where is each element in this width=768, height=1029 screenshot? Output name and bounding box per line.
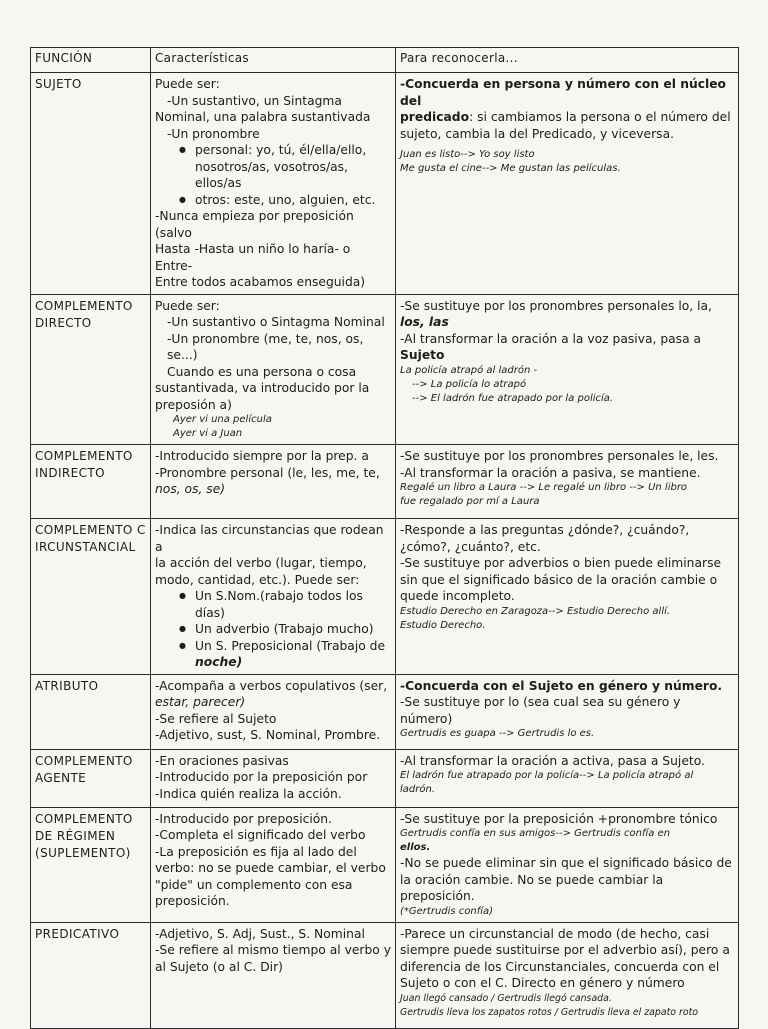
table-row — [31, 73, 739, 295]
example-line: Juan es listo--> Yo soy listo — [400, 149, 535, 160]
text-line: -Introducido por la preposición por — [155, 770, 368, 784]
text-line: estar, parecer) — [155, 695, 246, 709]
table-header-row — [31, 48, 739, 73]
table-row — [31, 807, 739, 922]
characteristics-cell — [151, 294, 396, 445]
text-line: -Se sustituye por adverbios o bien puede eliminarse — [400, 556, 722, 570]
text-line: -Un pronombre (me, te, nos, os, se...) — [167, 331, 364, 362]
bullet-item: ● otros: este, uno, alguien, etc. — [175, 192, 391, 209]
syntax-functions-table — [30, 47, 739, 1029]
example-line: ellos. — [400, 842, 431, 853]
text-line: Entre todos acabamos enseguida) — [155, 275, 366, 289]
example-line: Gertrudis lleva los zapatos rotos / Gertrudis lleva el zapato roto — [400, 1006, 699, 1018]
table-row — [31, 922, 739, 1028]
text-line: Puede ser: — [155, 77, 220, 91]
text-line: predicado: si cambiamos la persona o el número del — [400, 110, 731, 124]
function-name: COMPLEMENTO CIRCUNSTANCIAL — [31, 519, 151, 675]
function-name: COMPLEMENTO DE RÉGIMEN (SUPLEMENTO) — [31, 807, 151, 922]
function-name: SUJETO — [31, 73, 151, 295]
text-line: -Indica las circunstancias que rodean a — [155, 523, 384, 554]
text-line: -Se sustituye por los pronombres personales lo, la, — [400, 298, 712, 313]
recognition-cell — [396, 674, 739, 749]
recognition-cell — [396, 807, 739, 922]
example-line: ladrón. — [400, 784, 435, 795]
text-line: -Parece un circunstancial de modo (de hecho, casi — [400, 926, 710, 941]
text-line: "pide" un complemento con esa — [155, 877, 353, 892]
function-name: ATRIBUTO — [31, 674, 151, 749]
characteristics-cell — [151, 922, 396, 1028]
recognition-cell — [396, 445, 739, 519]
header-reconocerla: Para reconocerla... — [396, 48, 739, 73]
text-line: -Indica quién realiza la acción. — [155, 786, 342, 801]
text-line: -Introducido siempre por la prep. a — [155, 449, 369, 463]
text-line: -Acompaña a verbos copulativos (ser, — [155, 678, 388, 693]
text-line: -Completa el significado del verbo — [155, 828, 366, 842]
text-line: al Sujeto (o al C. Dir) — [155, 959, 283, 974]
example-line: Gertrudis confía en sus amigos--> Gertrudis confía en — [400, 828, 671, 839]
example-line: Juan llegó cansado / Gertrudis llegó cansada. — [400, 992, 612, 1004]
text-line: -Se sustituye por la preposición +pronombre tónico — [400, 811, 718, 826]
bullet-item: ● Un S.Nom.(rabajo todos los días) — [175, 588, 391, 621]
text-line: -Se refiere al Sujeto — [155, 711, 277, 726]
header-funcion: FUNCIÓN — [31, 48, 151, 73]
characteristics-cell — [151, 519, 396, 675]
text-line: la oración cambie. No se puede cambiar la preposición. — [400, 872, 664, 903]
example-line: Me gusta el cine--> Me gustan las películas. — [400, 163, 621, 174]
text-line: sujeto, cambia la del Predicado, y viceversa. — [400, 126, 675, 141]
example-line: Estudio Derecho. — [400, 619, 486, 631]
text-line: -Se sustituye por los pronombres personales le, les. — [400, 449, 719, 463]
text-line: -Adjetivo, sust, S. Nominal, Prombre. — [155, 728, 381, 742]
example-line: Ayer vi a Juan — [173, 428, 243, 439]
text-line: -Introducido por preposición. — [155, 811, 333, 826]
text-line: -Un pronombre — [167, 126, 260, 141]
text-line: -Al transformar la oración a la voz pasiva, pasa a — [400, 331, 702, 346]
text-line: -Se sustituye por lo (sea cual sea su género y número) — [400, 695, 681, 726]
text-line: (*Gertrudis confía) — [400, 905, 494, 917]
recognition-cell — [396, 922, 739, 1028]
example-line: El ladrón fue atrapado por la policía--> La policía atrapó al — [400, 770, 694, 781]
characteristics-cell — [151, 807, 396, 922]
bullet-item: ● Un adverbio (Trabajo mucho) — [175, 621, 391, 638]
text-line: verbo: no se puede cambiar, el verbo — [155, 861, 386, 875]
example-line: fue regalado por mí a Laura — [400, 496, 540, 507]
characteristics-cell — [151, 749, 396, 807]
text-line: Hasta -Hasta un niño lo haría- o Entre- — [155, 242, 351, 273]
table-row — [31, 519, 739, 675]
text-line: -Un sustantivo o Sintagma Nominal — [167, 315, 385, 329]
text-line: sin que el significado básico de la oración cambie o — [400, 572, 718, 587]
example-line: Gertrudis es guapa --> Gertrudis lo es. — [400, 728, 595, 739]
bullet-item: ● Un S. Preposicional (Trabajo de — [175, 638, 391, 655]
recognition-cell — [396, 519, 739, 675]
text-line: diferencia de los Circunstanciales, concuerda con el — [400, 959, 720, 974]
text-line: -No se puede eliminar sin que el significado básico de — [400, 856, 732, 870]
function-name: COMPLEMENTO INDIRECTO — [31, 445, 151, 519]
text-line: la acción del verbo (lugar, tiempo, — [155, 556, 367, 570]
text-line: Cuando es una persona o cosa — [167, 364, 357, 379]
text-line: Nominal, una palabra sustantivada — [155, 110, 371, 124]
function-name: COMPLEMENTO DIRECTO — [31, 294, 151, 445]
table-row — [31, 445, 739, 519]
text-line: -Un sustantivo, un Sintagma — [167, 93, 342, 108]
characteristics-cell — [151, 73, 396, 295]
text-line: quede incompleto. — [400, 589, 515, 603]
text-line: -Nunca empieza por preposición (salvo — [155, 209, 354, 240]
table-row — [31, 749, 739, 807]
text-line: nosotros/as, vosotros/as, — [195, 159, 348, 174]
text-line: -Se refiere al mismo tiempo al verbo y — [155, 943, 392, 957]
recognition-cell — [396, 749, 739, 807]
text-line: -Al transformar la oración a pasiva, se mantiene. — [400, 465, 701, 480]
recognition-cell — [396, 73, 739, 295]
text-line: ellos/as — [195, 176, 242, 190]
recognition-cell — [396, 294, 739, 445]
text-line: modo, cantidad, etc.). Puede ser: — [155, 572, 360, 587]
text-line: -Al transformar la oración a activa, pasa a Sujeto. — [400, 753, 705, 768]
bullet-item: ● personal: yo, tú, él/ella/ello, — [175, 142, 391, 159]
example-line: --> El ladrón fue atrapado por la policía. — [412, 392, 614, 404]
text-line: -En oraciones pasivas — [155, 753, 289, 768]
example-line: Ayer vi una película — [173, 414, 272, 425]
example-line: --> La policía lo atrapó — [412, 378, 527, 390]
example-line: Estudio Derecho en Zaragoza--> Estudio Derecho allí. — [400, 605, 671, 617]
text-line: siempre puede sustituirse por el adverbio así), pero a — [400, 943, 730, 957]
text-line: nos, os, se) — [155, 482, 226, 496]
text-line: preposición. — [155, 894, 230, 908]
characteristics-cell — [151, 445, 396, 519]
text-line: Puede ser: — [155, 298, 220, 313]
text-line: sustantivada, va introducido por la — [155, 381, 370, 395]
text-line: Sujeto — [400, 348, 445, 362]
text-line: ¿cómo?, ¿cuánto?, etc. — [400, 539, 541, 554]
text-line: -Adjetivo, S. Adj, Sust., S. Nominal — [155, 926, 365, 941]
table-row — [31, 674, 739, 749]
header-caracteristicas: Características — [151, 48, 396, 73]
example-line: Regalé un libro a Laura --> Le regalé un libro --> Un libro — [400, 482, 688, 493]
text-line: los, las — [400, 315, 449, 329]
table-row — [31, 294, 739, 445]
text-line: -La preposición es fija al lado del — [155, 844, 357, 859]
text-line: -Pronombre personal (le, les, me, te, — [155, 465, 380, 480]
text-line: -Concuerda en persona y número con el núcleo del — [400, 77, 727, 108]
text-line: -Responde a las preguntas ¿dónde?, ¿cuándo?, — [400, 523, 690, 537]
text-line: noche) — [195, 655, 243, 669]
text-line: Sujeto o con el C. Directo en género y número — [400, 976, 685, 990]
function-name: COMPLEMENTO AGENTE — [31, 749, 151, 807]
function-name: PREDICATIVO — [31, 922, 151, 1028]
text-line: -Concuerda con el Sujeto en género y número. — [400, 678, 723, 693]
example-line: La policía atrapó al ladrón - — [400, 364, 538, 376]
text-line: preposión a) — [155, 397, 232, 412]
characteristics-cell — [151, 674, 396, 749]
